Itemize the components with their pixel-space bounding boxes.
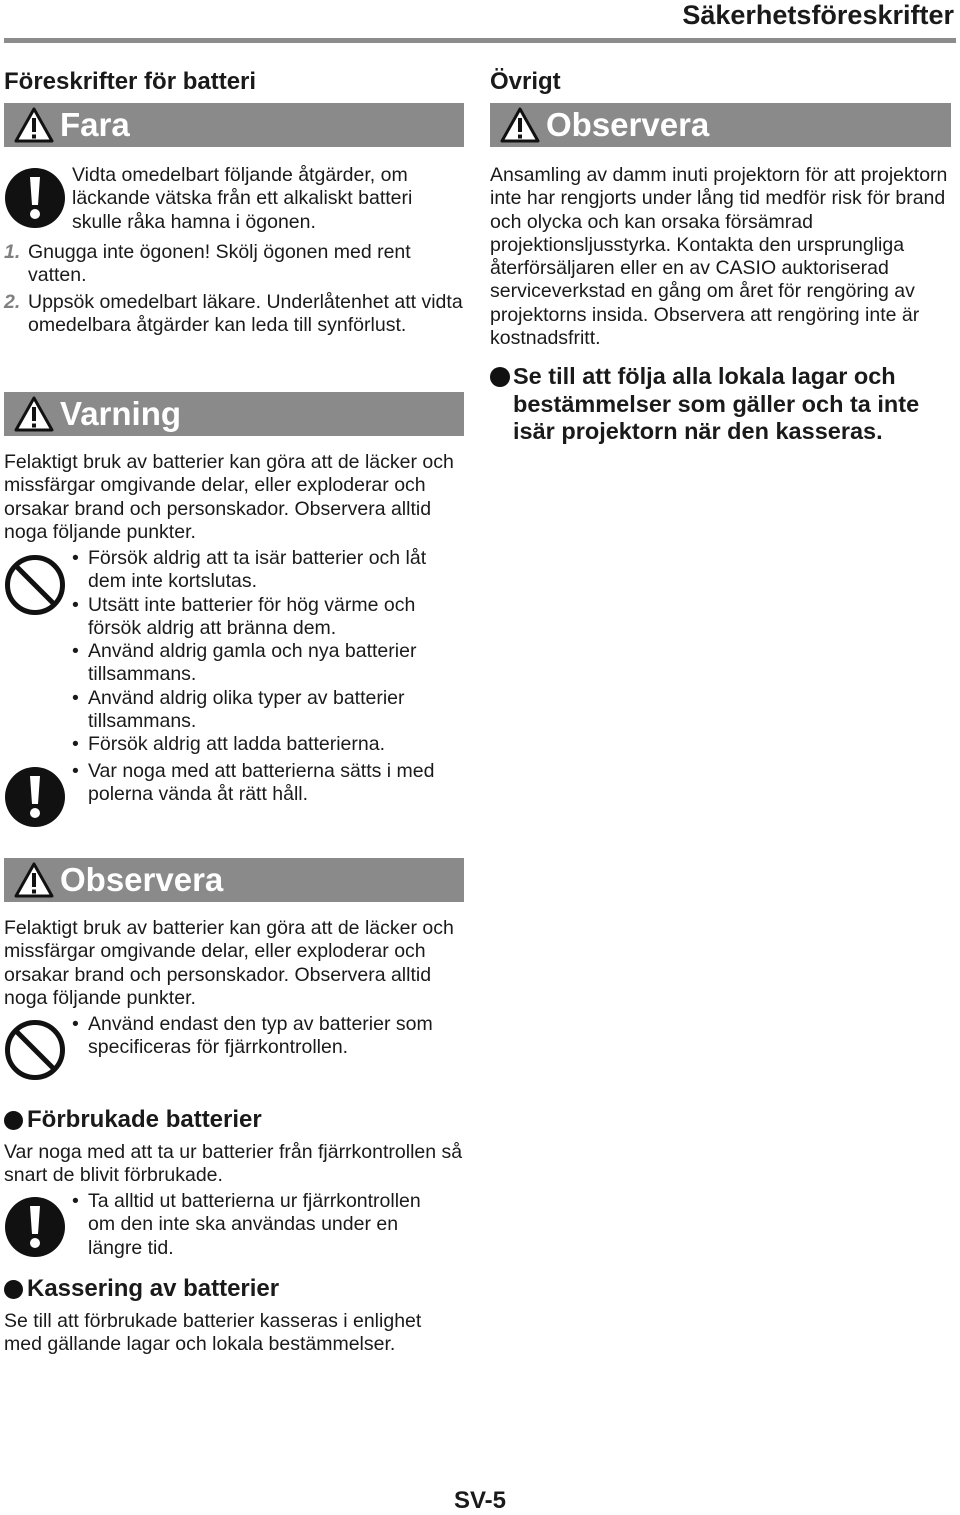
spent-batteries-text: Var noga med att ta ur batterier från fjärrkontrollen så snart de blivit förbrukade. (4, 1141, 463, 1187)
danger-step-1 (4, 241, 464, 288)
spent-batteries-bullet-list (72, 1190, 452, 1260)
list-item: • Använd aldrig gamla och nya batterier tillsammans. (72, 640, 464, 687)
battery-disposal-text: Se till att förbrukade batterier kasseras i enlighet med gällande lagar och lokala bestämmelser. (4, 1310, 422, 1356)
list-item: • Använd endast den typ av batterier som specificeras för fjärrkontrollen. (72, 1013, 464, 1060)
dust-caution-text: Ansamling av damm inuti projektorn för att projektorn inte har rengjorts under lång tid medför risk för brand och olycka och kan orsaka försämrad projektionsljusstyrka. Kontakta den ursprungliga återförsäljaren eller en av CASIO auktoriserad serviceverkstad en gång om året för rengöring av projektorns insida. Observera att rengöring inte är kostnadsfritt. (490, 164, 948, 350)
warning-triangle-icon (14, 396, 54, 432)
warning-bullet-list (72, 547, 464, 757)
battery-precautions-heading: Föreskrifter för batteri (4, 68, 257, 95)
caution-banner (4, 858, 464, 902)
spent-batteries-heading (4, 1106, 262, 1134)
warning-label: Varning (60, 395, 182, 432)
mandatory-action-icon (4, 167, 66, 229)
warning-triangle-icon (500, 107, 540, 143)
page-number: SV-5 (453, 1487, 507, 1514)
step-text: Uppsök omedelbart läkare. Underlåtenhet att vidta omedelbara åtgärder kan leda till synförlust. (28, 290, 463, 336)
other-heading: Övrigt (490, 68, 561, 95)
bullet-dot-icon (4, 1111, 23, 1130)
bullet-dot-icon (490, 367, 510, 387)
list-item: • Ta alltid ut batterierna ur fjärrkontrollen om den inte ska användas under en längre tid. (72, 1190, 452, 1260)
title-rule (4, 38, 956, 43)
step-number: 1. (4, 241, 21, 263)
caution-banner-right (490, 103, 951, 147)
warning-intro: Felaktigt bruk av batterier kan göra att de läcker och missfärgar omgivande delar, eller exploderar och orsakar brand och personskador. Observera alltid noga följande punkter. (4, 451, 454, 543)
disposal-note-text: Se till att följa alla lokala lagar och bestämmelser som gäller och ta inte isär projektorn när den kasseras. (513, 363, 920, 444)
mandatory-action-icon (4, 766, 66, 828)
caution-label: Observera (546, 106, 710, 143)
warning-required-list (72, 760, 464, 807)
caution-intro: Felaktigt bruk av batterier kan göra att de läcker och missfärgar omgivande delar, eller exploderar och orsakar brand och personskador. Observera alltid noga följande punkter. (4, 917, 454, 1009)
danger-step-2 (4, 291, 464, 338)
bullet-dot-icon (4, 1280, 23, 1299)
caution-bullet-list (72, 1013, 464, 1060)
list-item: • Använd aldrig olika typer av batterier tillsammans. (72, 687, 464, 734)
danger-label: Fara (60, 106, 130, 143)
warning-triangle-icon (14, 862, 54, 898)
list-item: • Försök aldrig att ta isär batterier och låt dem inte kortslutas. (72, 547, 464, 594)
step-number: 2. (4, 290, 21, 313)
list-item: • Utsätt inte batterier för hög värme och försök aldrig att bränna dem. (72, 594, 464, 641)
warning-banner (4, 392, 464, 436)
list-item: • Var noga med att batterierna sätts i med polerna vända åt rätt håll. (72, 760, 464, 807)
danger-intro: Vidta omedelbart följande åtgärder, om läckande vätska från ett alkaliskt batteri skulle råka hamna i ögonen. (72, 164, 413, 233)
warning-triangle-icon (14, 107, 54, 143)
danger-steps (4, 241, 464, 337)
heading-text: Kassering av batterier (27, 1275, 280, 1302)
disposal-note (490, 363, 952, 446)
heading-text: Förbrukade batterier (27, 1106, 262, 1133)
step-text: Gnugga inte ögonen! Skölj ögonen med rent vatten. (28, 241, 411, 287)
battery-disposal-heading (4, 1275, 279, 1303)
prohibited-icon (4, 1019, 66, 1081)
prohibited-icon (4, 554, 66, 616)
page-title: Säkerhetsföreskrifter (682, 0, 954, 30)
mandatory-action-icon (4, 1196, 66, 1258)
danger-banner (4, 103, 464, 147)
list-item: • Försök aldrig att ladda batterierna. (72, 733, 464, 756)
caution-label: Observera (60, 861, 224, 898)
